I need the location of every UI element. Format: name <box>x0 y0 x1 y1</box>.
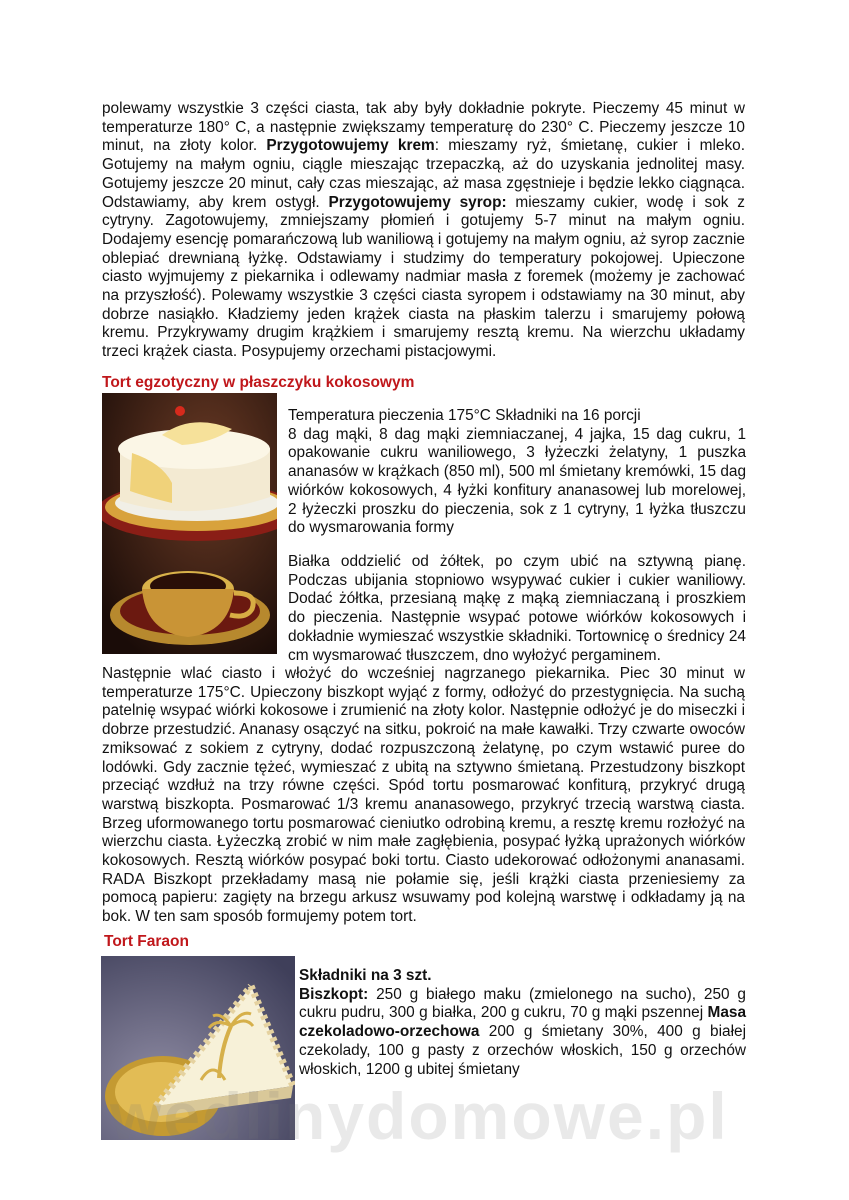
coconut-method-part-2: Następnie wlać ciasto i włożyć do wcześniej nagrzanego piekarnika. Piec 30 minut w temperaturze 175°C. Upieczony biszkopt wyjąć z formy, odłożyć do przestygnięcia. Na suchą patelnię wsypać wiórki kokosowe i zrumienić na złoty kolor. Następnie odłożyć je do miseczki i dobrze przestudzić. Ananasy osączyć na sitku, pokroić na małe kawałki. Trzy czwarte owoców zmiksować z sokiem z cytryny, dodać rozpuszczoną żelatynę, po czym wstawić puree do lodówki. Gdy zacznie tężeć, wymieszać z ubitą na sztywno śmietaną. Przestudzony biszkopt przeciąć wzdłuż na trzy równe części. Spód tortu posmarować konfiturą, przykryć drugą warstwą biszkopta. Posmarować 1/3 kremu ananasowego, przykryć trzecią warstwą ciasta. Brzeg uformowanego tortu posmarować cieniutko odrobiną kremu, a resztę kremu rozłożyć na wierzchu ciasta. Łyżeczką zrobić w nim małe zagłębienia, posypać łyżką uprażonych wiórków kokosowych. Resztą wiórków posypać boki tortu. Ciasto udekorować odłożonymi ananasami. RADA Biszkopt przekładamy masą nie połamie się, jeśli krążki ciasta przeniesiemy za pomocą papieru: zagięty na brzegu arkusz wsuwamy pod kolejną warstwę i odkładamy ją na bok. W ten sam sposób formujemy potem tort. <box>102 665 745 926</box>
intro-text-1: polewamy wszystkie 3 części ciasta, tak aby były dokładnie pokryte. Pieczemy 45 minut w temperaturze 180° C, a następnie zwiększamy temperaturę do 230° C. Pieczemy jeszcze 10 minut, na złoty kolor. <box>102 100 745 155</box>
cake-photo-coconut <box>102 393 277 654</box>
coconut-ingredients <box>288 407 746 538</box>
ingredients-text: 8 dag mąki, 8 dag mąki ziemniaczanej, 4 jajka, 15 dag cukru, 1 opakowanie cukru waniliowego, 3 łyżeczki żelatyny, 1 puszka ananasów w krążkach (850 ml), 500 ml śmietany kremówki, 15 dag wiórków kokosowych, 4 łyżki konfitury ananasowej lub morelowej, 2 łyżeczki proszku do pieczenia, sok z 1 cytryny, 1 łyżka tłuszczu do wysmarowania formy <box>288 425 746 537</box>
recipe-title-coconut: Tort egzotyczny w płaszczyku kokosowym <box>102 374 415 391</box>
watermark: wedlinydomowe.pl <box>110 1079 729 1153</box>
sponge-label: Biszkopt: <box>299 985 369 1003</box>
faraon-ingredients <box>299 967 746 1079</box>
intro-paragraph <box>102 100 745 362</box>
baking-info: Temperatura pieczenia 175°C Składniki na 16 porcji <box>288 407 641 424</box>
intro-text-2: : mieszamy ryż, śmietanę, cukier i mleko. Gotujemy na małym ogniu, ciągle mieszając trzepaczką, aż do uzyskania jednolitej masy. Gotujemy jeszcze 20 minut, cały czas mieszając, aż masa zgęstnieje i będzie lekko ciągnąca. Odstawiamy, aby krem ostygł. <box>102 137 745 211</box>
intro-text-3: mieszamy cukier, wodę i sok z cytryny. Zagotowujemy, zmniejszamy płomień i gotujemy 5-7 minut na małym ogniu. Dodajemy esencję pomarańczową lub waniliową i gotujemy na małym ogniu, aż syrop zacznie oblepiać drewnianą łyżkę. Odstawiamy i studzimy do temperatury pokojowej. Upieczone ciasto wyjmujemy z piekarnika i odlewamy nadmiar masła z foremek (możemy je zachować na przyszłość). Polewamy wszystkie 3 części ciasta syropem i odstawiamy na 30 minut, aby dobrze nasiąkło. Kładziemy jeden krążek ciasta na płaskim talerzu i smarujemy połową kremu. Przykrywamy drugim krążkiem i smarujemy resztą kremu. Na wierzchu układamy trzeci krążek ciasta. Posypujemy orzechami pistacjowymi. <box>102 193 745 361</box>
chocolate-mass-label: Masa czekoladowo-orzechowa <box>299 1004 746 1041</box>
cream-heading: Przygotowujemy krem <box>266 137 435 155</box>
syrup-heading: Przygotowujemy syrop: <box>328 193 507 211</box>
coconut-method-part-1: Białka oddzielić od żółtek, po czym ubić na sztywną pianę. Podczas ubijania stopniowo wsypywać cukier i cukier waniliowy. Dodać żółtka, przesianą mąkę z mąką ziemniaczaną i proszkiem do pieczenia. Następnie wsypać potowe wiórków kokosowych i dokładnie wymieszać wszystkie składniki. Tortownicę o średnicy 24 cm wysmarować tłuszczem, dno wyłożyć pergaminem. <box>288 553 746 664</box>
chocolate-mass-text: 200 g śmietany 30%, 400 g białej czekolady, 100 g pasty z orzechów włoskich, 150 g orzechów włoskich, 1200 g ubitej śmietany <box>299 1023 746 1078</box>
sponge-text: 250 g białego maku (zmielonego na sucho), 250 g cukru pudru, 300 g białka, 200 g cukru, 70 g mąki pszennej <box>299 985 746 1022</box>
faraon-ingredients-heading: Składniki na 3 szt. <box>299 967 432 984</box>
recipe-title-faraon: Tort Faraon <box>104 933 189 950</box>
